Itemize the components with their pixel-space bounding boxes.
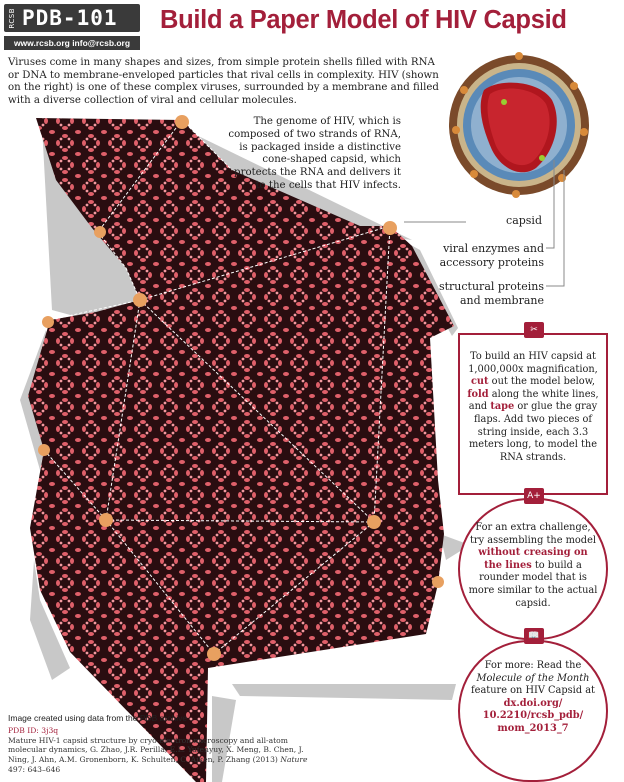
challenge-text-2: to build a rounder model that is more similar to the actual capsid. <box>468 559 598 609</box>
instr-text-3: along the white lines, and <box>468 388 599 413</box>
label-viral-enzymes: viral enzymes and accessory proteins <box>439 242 544 269</box>
credits <box>8 714 308 775</box>
a-plus-icon: A+ <box>524 488 544 504</box>
credit-reference <box>8 736 308 775</box>
instr-text-4: or glue the gray flaps. Add two pieces of string inside, each 3.3 meters long, to model the RNA strands. <box>469 401 598 463</box>
instr-tape: tape <box>490 401 515 413</box>
instr-text-2: out the model below, <box>488 376 596 388</box>
credit-journal: Nature <box>280 755 308 765</box>
scissors-icon: ✂ <box>524 322 544 338</box>
logo-rcsb: RCSB <box>8 7 16 29</box>
page-title: Build a Paper Model of HIV Capsid <box>160 6 567 34</box>
credit-ref-1: Mature HIV-1 capsid structure by cryo-electron microscopy and all-atom molecular dynamics, G. Zhao, J.R. Perilla, E.L. Yufenyuy, X. Meng, B. Chen, J. Ning, J. Ahn, A.M. Gronenborn, K. Schulten, C. Aiken, P. Zhang (2013) <box>8 735 304 765</box>
capsid-net <box>28 118 454 782</box>
book-icon: 📖 <box>524 628 544 644</box>
more-italic: Molecule of the Month <box>476 672 590 684</box>
challenge-card <box>458 498 608 640</box>
instr-text-1: To build an HIV capsid at 1,000,000x magnification, <box>468 351 598 375</box>
more-info-card <box>458 640 608 782</box>
intro-paragraph: Viruses come in many shapes and sizes, from simple protein shells filled with RNA or DNA to membrane-enveloped particles that rival cells in complexity. HIV (shown on the right) is one of these complex viruses, surrounded by a membrane and filled with a diverse collection of viral and cellular molecules. <box>8 57 439 106</box>
more-text-1: For more: Read the <box>484 660 582 671</box>
label-capsid: capsid <box>506 214 542 227</box>
pdb-id[interactable]: PDB ID: 3j3q <box>8 725 59 735</box>
challenge-bold: without creasing on the lines <box>478 547 588 571</box>
credit-heading: Image created using data from the PDB archive <box>8 713 188 723</box>
credit-ref-2: 497: 643–646 <box>8 764 61 774</box>
logo-url[interactable]: www.rcsb.org info@rcsb.org <box>4 36 140 50</box>
more-link[interactable]: dx.doi.org/ 10.2210/rcsb_pdb/ mom_2013_7 <box>482 697 584 734</box>
challenge-text-1: For an extra challenge, try assembling the model <box>469 522 597 546</box>
pdb101-logo[interactable] <box>4 4 140 52</box>
more-text-2: feature on HIV Capsid at <box>471 685 595 697</box>
logo-box <box>4 4 140 32</box>
instr-fold: fold <box>467 388 489 400</box>
label-structural-proteins: structural proteins and membrane <box>438 280 544 307</box>
instructions-card <box>458 333 608 495</box>
logo-pdb101: PDB-101 <box>22 6 118 30</box>
genome-paragraph: The genome of HIV, which is composed of two strands of RNA, is packaged inside a distinctive cone-shaped capsid, which protects the RNA and delivers it to the cells that HIV infects. <box>228 116 401 191</box>
instr-cut: cut <box>470 376 489 388</box>
